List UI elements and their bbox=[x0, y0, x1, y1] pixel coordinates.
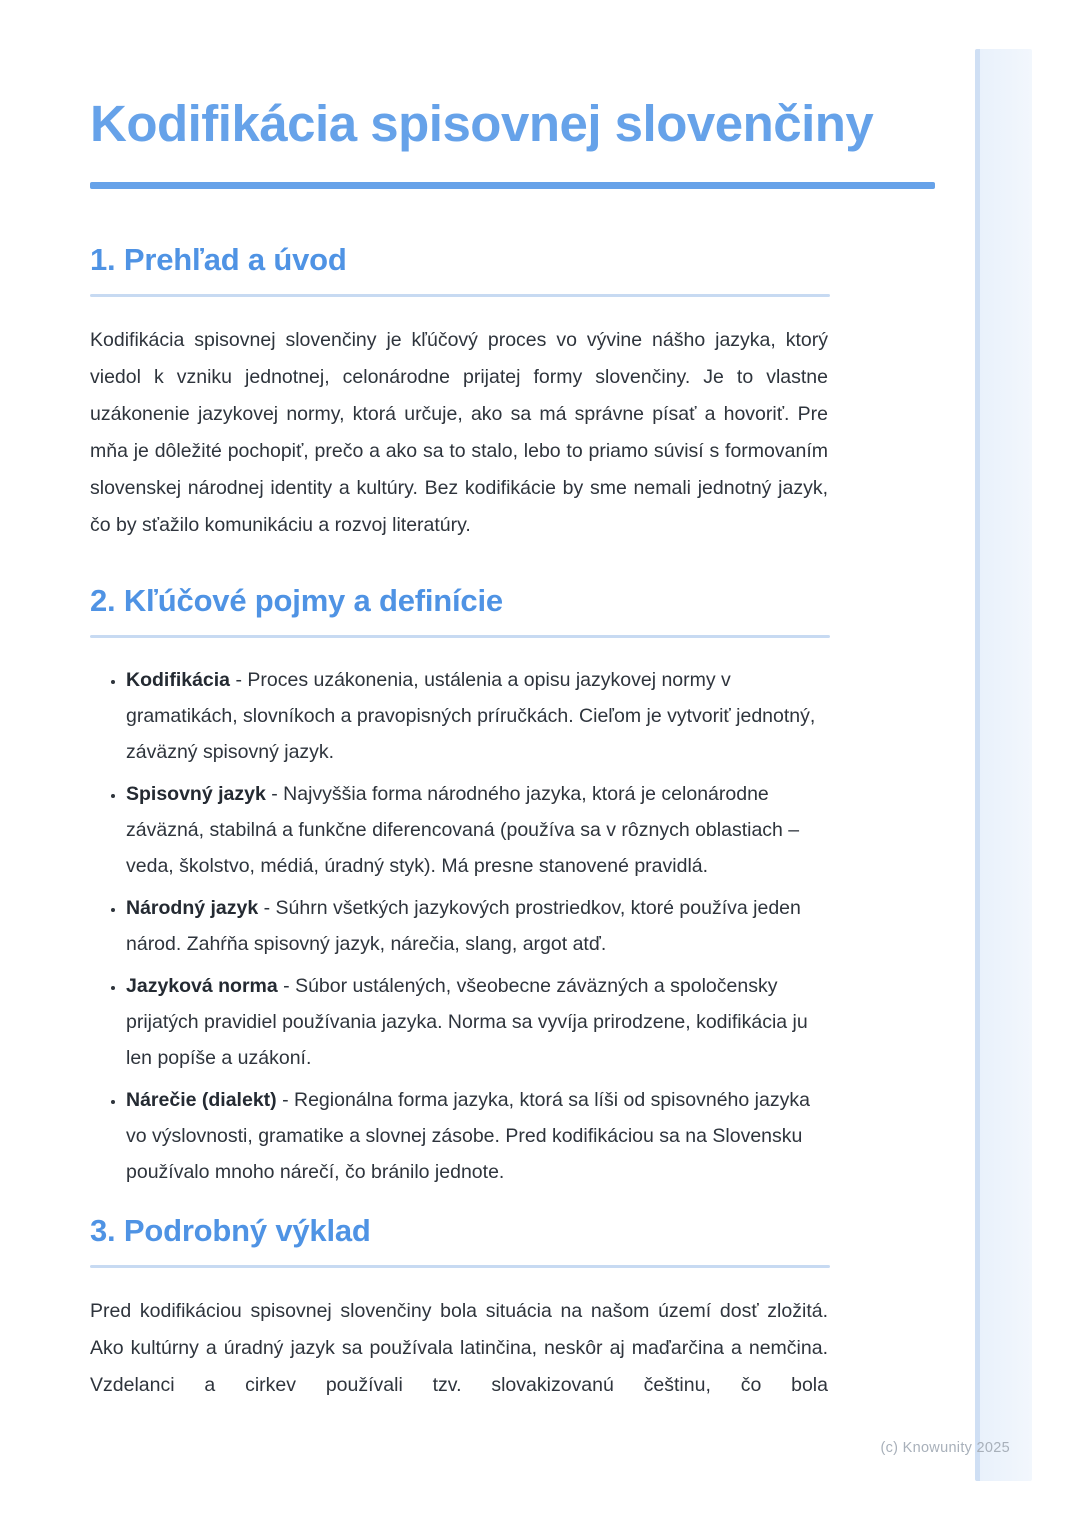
document-page bbox=[90, 0, 935, 1404]
section-heading-1: 1. Prehľad a úvod bbox=[90, 242, 347, 277]
copyright-notice: (c) Knowunity 2025 bbox=[880, 1440, 1010, 1456]
term-description: - Súhrn všetkých jazykových prostriedkov, ktoré používa jeden národ. Zahŕňa spisovný jazyk, nárečia, slang, argot atď. bbox=[126, 897, 801, 955]
section-heading-2: 2. Kľúčové pojmy a definície bbox=[90, 583, 503, 618]
term: Jazyková norma bbox=[126, 975, 278, 997]
section-1-paragraph: Kodifikácia spisovnej slovenčiny je kľúčový proces vo vývine nášho jazyka, ktorý viedol k vzniku jednotnej, celonárodne prijatej formy slovenčiny. Je to vlastne uzákonenie jazykovej normy, ktorá určuje, ako sa má správne písať a hovoriť. Pre mňa je dôležité pochopiť, prečo a ako sa to stalo, lebo to priamo súvisí s formovaním slovenskej národnej identity a kultúry. Bez kodifikácie by sme nemali jednotný jazyk, čo by sťažilo komunikáciu a rozvoj literatúry. bbox=[90, 329, 828, 536]
term: Kodifikácia bbox=[126, 669, 231, 691]
term-description: - Najvyššia forma národného jazyka, ktorá je celonárodne záväzná, stabilná a funkčne diferencovaná (používa sa v rôznych oblastiach – veda, školstvo, médiá, úradný styk). Má presne stanovené pravidlá. bbox=[126, 783, 800, 877]
page-title: Kodifikácia spisovnej slovenčiny bbox=[90, 95, 874, 152]
term-description: - Súbor ustálených, všeobecne záväzných a spoločensky prijatých pravidiel používania jazyka. Norma sa vyvíja prirodzene, kodifikácia ju len popíše a uzákoní. bbox=[126, 975, 808, 1069]
definition-list bbox=[90, 662, 828, 1190]
list-item bbox=[126, 662, 828, 770]
term-description: - Regionálna forma jazyka, ktorá sa líši od spisovného jazyka vo výslovnosti, gramatike a slovnej zásobe. Pred kodifikáciou sa na Slovensku používalo mnoho nárečí, čo bránilo jednote. bbox=[126, 1089, 810, 1183]
section-underline-1 bbox=[90, 294, 830, 297]
section-underline-2 bbox=[90, 635, 830, 638]
section-3-paragraph: Pred kodifikáciou spisovnej slovenčiny bola situácia na našom území dosť zložitá. Ako kultúrny a úradný jazyk sa používala latinčina, neskôr aj maďarčina a nemčina. Vzdelanci a cirkev používali tzv. slovakizovanú češtinu, čo bola bbox=[90, 1300, 828, 1396]
section-underline-3 bbox=[90, 1265, 830, 1268]
term: Národný jazyk bbox=[126, 897, 259, 919]
list-item bbox=[126, 890, 828, 962]
list-item bbox=[126, 1082, 828, 1190]
list-item bbox=[126, 968, 828, 1076]
list-item bbox=[126, 776, 828, 884]
page-edge-band bbox=[975, 49, 1032, 1481]
title-rule bbox=[90, 182, 935, 189]
term-description: - Proces uzákonenia, ustálenia a opisu jazykovej normy v gramatikách, slovníkoch a pravopisných príručkách. Cieľom je vytvoriť jednotný, záväzný spisovný jazyk. bbox=[126, 669, 816, 763]
term: Nárečie (dialekt) bbox=[126, 1089, 277, 1111]
term: Spisovný jazyk bbox=[126, 783, 266, 805]
section-heading-3: 3. Podrobný výklad bbox=[90, 1213, 371, 1248]
